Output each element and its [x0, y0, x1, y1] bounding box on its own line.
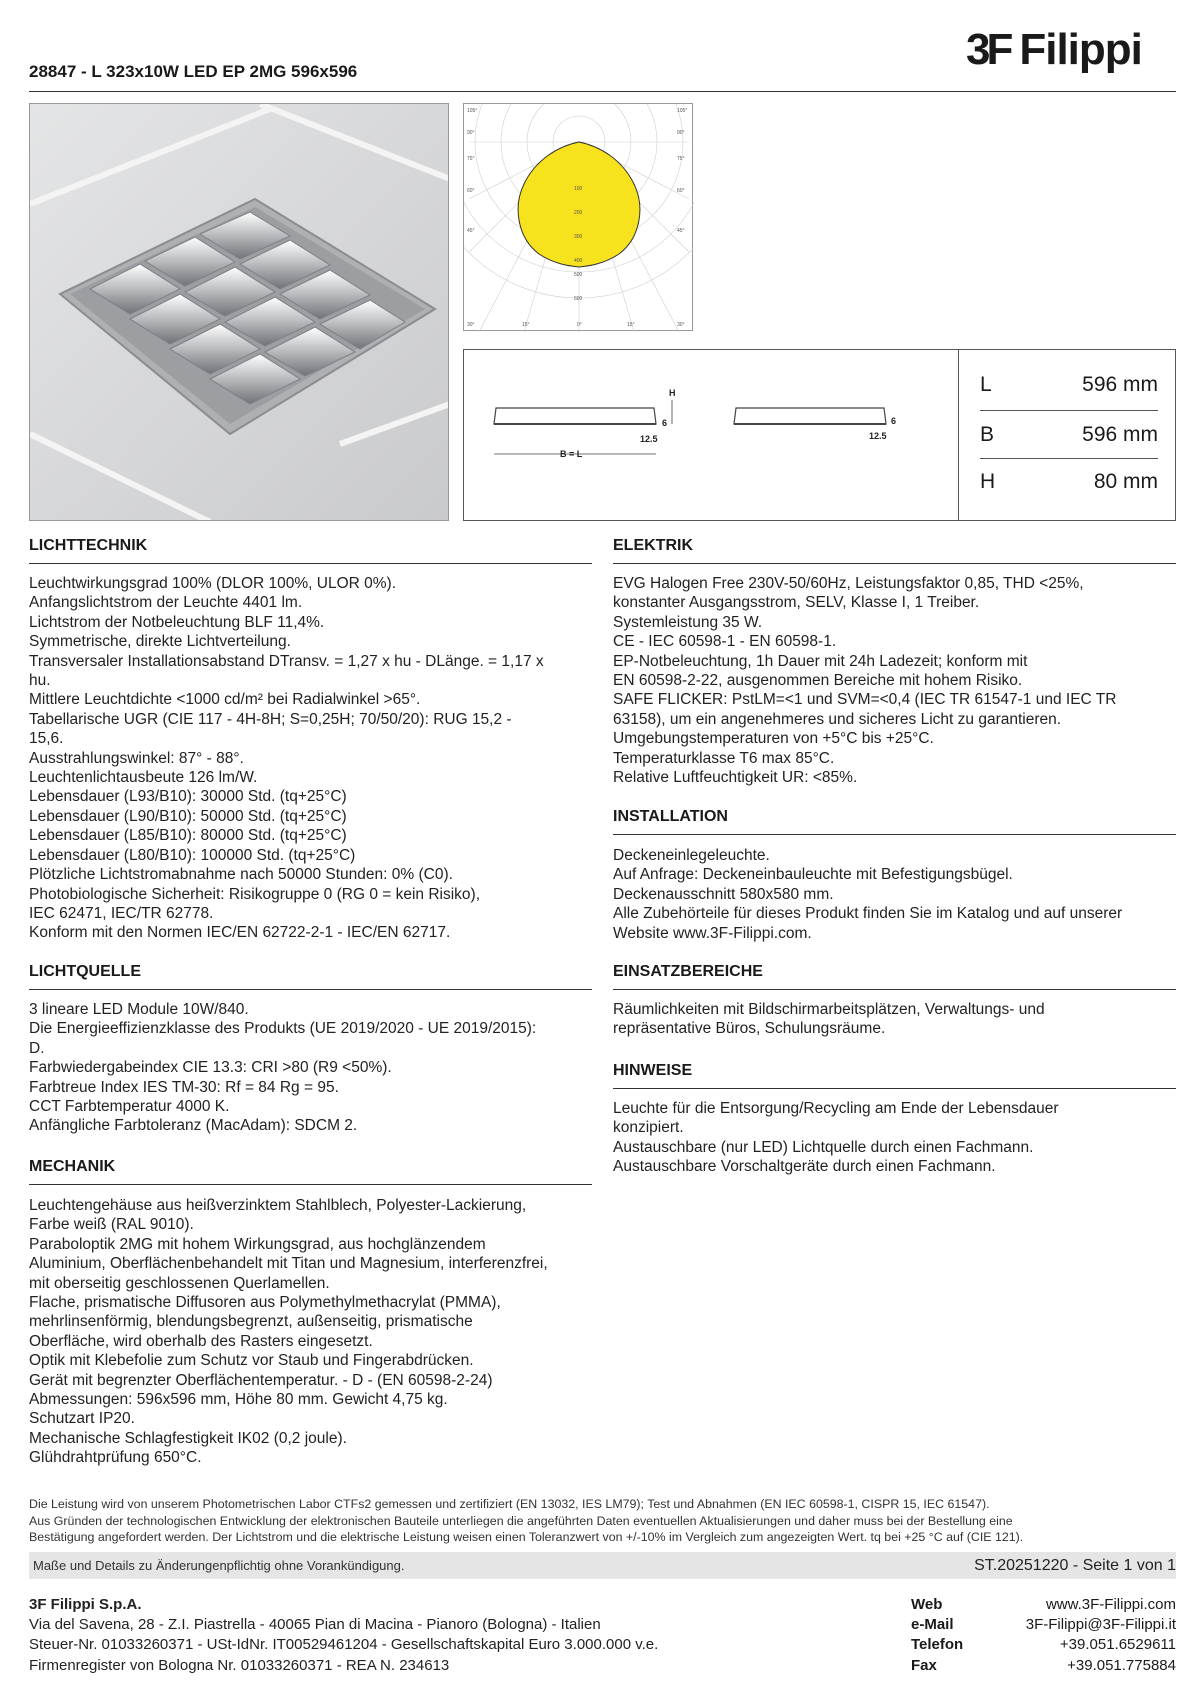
- dimensions-panel: [463, 349, 1176, 521]
- polar-angle-label: 105°: [677, 108, 688, 114]
- section-body-elektrik: EVG Halogen Free 230V-50/60Hz, Leistungsfaktor 0,85, THD <25%, konstanter Ausgangsstrom, SELV, Klasse I, 1 Treiber. Systemleistung 35 W. CE - IEC 60598-1 - EN 60598-1. EP-Notbeleuchtung, 1h Dauer mit 24h Ladezeit; konform mit EN 60598-2-22, ausgenommen Bereiche mit hohem Risiko. SAFE FLICKER: PstLM=<1 und SVM=<0,4 (IEC TR 61547-1 und IEC TR 63158), um ein angenehmeres und sicheres Licht zu garantieren. Umgebungstemperaturen von +5°C bis +25°C. Temperaturklasse T6 max 85°C. Relative Luftfeuchtigkeit UR: <85%.: [613, 575, 1117, 787]
- company-tax: Steuer-Nr. 01033260371 - USt-IdNr. IT00529461204 - Gesellschaftskapital Euro 3.000.000 v.e.: [29, 1636, 659, 1654]
- drawing-label-6: 6: [662, 418, 668, 428]
- section-title-hinweise: HINWEISE: [613, 1062, 693, 1079]
- section-body-lichttechnik: Leuchtwirkungsgrad 100% (DLOR 100%, ULOR 0%). Anfangslichtstrom der Leuchte 4401 lm. Lichtstrom der Notbeleuchtung BLF 11,4%. Symmetrische, direkte Lichtverteilung. Transversaler Installationsabstand DTransv. = 1,27 x hu - DLänge. = 1,17 x hu. Mittlere Leuchtdichte <1000 cd/m² bei Radialwinkel >65°. Tabellarische UGR (CIE 117 - 4H-8H; S=0,25H; 70/50/20): RUG 15,2 - 15,6. Ausstrahlungswinkel: 87° - 88°. Leuchtenlichtausbeute 126 lm/W. Lebensdauer (L93/B10): 30000 Std. (tq+25°C) Lebensdauer (L90/B10): 50000 Std. (tq+25°C) Lebensdauer (L85/B10): 80000 Std. (tq+25°C) Lebensdauer (L80/B10): 100000 Std. (tq+25°C) Plötzliche Lichtstromabnahme nach 50000 Stunden: 0% (C0). Photobiologische Sicherheit: Risikogruppe 0 (RG 0 = kein Risiko), IEC 62471, IEC/TR 62778. Konform mit den Normen IEC/EN 62722-2-1 - IEC/EN 62717.: [29, 575, 544, 942]
- polar-angle-label: 30°: [467, 322, 475, 328]
- contact-key: e-Mail: [911, 1616, 954, 1634]
- section-title-elektrik: ELEKTRIK: [613, 537, 693, 554]
- polar-angle-label: 45°: [467, 228, 475, 234]
- contact-row-web: [911, 1595, 1176, 1615]
- dimension-row-l: [980, 361, 1158, 408]
- company-name: 3F Filippi S.p.A.: [29, 1596, 142, 1613]
- polar-curve: [518, 142, 640, 267]
- section-divider: [29, 989, 592, 990]
- section-title-mechanik: MECHANIK: [29, 1158, 116, 1175]
- technical-drawing: [464, 350, 958, 522]
- section-body-lichtquelle: 3 lineare LED Module 10W/840. Die Energieeffizienzklasse des Produkts (UE 2019/2020 - UE 2019/2015): D. Farbwiedergabeindex CIE 13.3: CRI >80 (R9 <50%). Farbtreue Index IES TM-30: Rf = 84 Rg = 95. CCT Farbtemperatur 4000 K. Anfängliche Farbtoleranz (MacAdam): SDCM 2.: [29, 1001, 537, 1135]
- polar-angle-label: 60°: [677, 188, 685, 194]
- polar-angle-label: 45°: [677, 228, 685, 234]
- dimension-value: 596 mm: [1082, 372, 1158, 396]
- section-body-mechanik: Leuchtengehäuse aus heißverzinktem Stahlblech, Polyester-Lackierung, Farbe weiß (RAL 9010). Paraboloptik 2MG mit hohem Wirkungsgrad, aus hochglänzendem Aluminium, Oberflächenbehandelt mit Titan und Magnesium, interferenzfrei, mit oberseitig geschlossenen Querlamellen. Flache, prismatische Diffusoren aus Polymethylmethacrylat (PMMA), mehrlinsenförmig, blendungsbegrenzt, außenseitig, prismatische Oberfläche, wird oberhalb des Rasters eingesetzt. Optik mit Klebefolie zum Schutz vor Staub und Fingerabdrücken. Gerät mit begrenzter Oberflächentemperatur. - D - (EN 60598-2-24) Abmessungen: 596x596 mm, Höhe 80 mm. Gewicht 4,75 kg. Schutzart IP20. Mechanische Schlagfestigkeit IK02 (0,2 joule). Glühdrahtprüfung 650°C.: [29, 1197, 548, 1467]
- footnote: Die Leistung wird von unserem Photometrischen Labor CTFs2 gemessen und zertifiziert (EN 13032, IES LM79); Test und Abnahmen (EN IEC 60598-1, CISPR 15, IEC 61547). Aus Gründen der technologischen Entwicklung der elektronischen Bauteile unterliegen die angeführten Daten eventuellen Aktualisierungen und daher muss bei der Bestellung eine Bestätigung angefordert werden. Der Lichtstrom und die elektrische Leistung weisen einen Toleranzwert von +/-10% im Vergleich zum angezeigten Wert. tq bei +25 °C auf (CIE 121).: [29, 1497, 1024, 1544]
- polar-angle-label: 30°: [677, 322, 685, 328]
- polar-radial-label: 300: [574, 234, 583, 240]
- product-photo: [29, 103, 449, 521]
- company-info: [29, 1595, 658, 1676]
- section-title-einsatzbereiche: EINSATZBEREICHE: [613, 963, 763, 980]
- polar-radial-label: 400: [574, 258, 583, 264]
- drawing-label-h: H: [669, 388, 676, 398]
- header-divider: [29, 91, 1176, 92]
- polar-angle-label: 90°: [677, 130, 685, 136]
- section-title-installation: INSTALLATION: [613, 808, 728, 825]
- section-divider: [613, 563, 1176, 564]
- contact-info: [911, 1595, 1176, 1676]
- contact-key: Telefon: [911, 1636, 964, 1654]
- polar-angle-label: 105°: [467, 108, 478, 114]
- drawing-label-12-5: 12.5: [869, 431, 887, 441]
- polar-angle-label: 15°: [627, 322, 635, 328]
- dimension-value: 80 mm: [1093, 469, 1158, 493]
- polar-angle-label: 15°: [522, 322, 530, 328]
- dimension-label: B: [980, 422, 995, 446]
- contact-key: Fax: [911, 1656, 937, 1674]
- section-body-installation: Deckeneinlegeleuchte. Auf Anfrage: Deckeneinbauleuchte mit Befestigungsbügel. Deckenausschnitt 580x580 mm. Alle Zubehörteile für dieses Produkt finden Sie im Katalog und auf unserer Website www.3F-Filippi.com.: [613, 847, 1123, 942]
- contact-key: Web: [911, 1596, 943, 1613]
- polar-radial-label: 200: [574, 210, 583, 216]
- polar-angle-label: 60°: [467, 188, 475, 194]
- company-address: Via del Savena, 28 - Z.I. Piastrella - 40065 Pian di Macina - Pianoro (Bologna) - Italien: [29, 1616, 601, 1634]
- company-logo: [966, 26, 1176, 74]
- polar-light-distribution-diagram: [463, 103, 693, 331]
- section-divider: [29, 1184, 592, 1185]
- polar-radial-label: 600: [574, 296, 583, 302]
- web-link[interactable]: www.3F-Filippi.com: [1045, 1596, 1176, 1613]
- drawing-label-12-5: 12.5: [640, 434, 658, 444]
- section-title-lichttechnik: LICHTTECHNIK: [29, 537, 148, 554]
- dimension-row-b: [980, 411, 1158, 458]
- footer-bar: [29, 1552, 1176, 1579]
- section-divider: [613, 989, 1176, 990]
- dimensions-divider: [958, 350, 959, 520]
- logo-mark: 3F: [966, 25, 1010, 74]
- polar-radial-label: 500: [574, 272, 583, 278]
- logo-word: Filippi: [1019, 25, 1142, 74]
- footer-disclaimer: Maße und Details zu Änderungenpflichtig ohne Vorankündigung.: [33, 1558, 405, 1573]
- dimension-value: 596 mm: [1082, 422, 1158, 446]
- product-title: 28847 - L 323x10W LED EP 2MG 596x596: [29, 62, 358, 81]
- dimension-label: H: [980, 469, 996, 493]
- polar-radial-label: 100: [574, 186, 583, 192]
- dimension-label: L: [980, 372, 992, 396]
- contact-row-email: [911, 1615, 1176, 1635]
- polar-angle-label: 75°: [677, 156, 685, 162]
- polar-angle-label: 90°: [467, 130, 475, 136]
- polar-angle-label: 0°: [577, 322, 582, 328]
- section-divider: [613, 834, 1176, 835]
- section-divider: [613, 1088, 1176, 1089]
- email-link[interactable]: 3F-Filippi@3F-Filippi.it: [1025, 1616, 1176, 1634]
- polar-angle-label: 75°: [467, 156, 475, 162]
- contact-row-phone: [911, 1635, 1176, 1655]
- contact-row-fax: [911, 1656, 1176, 1676]
- company-register: Firmenregister von Bologna Nr. 01033260371 - REA N. 234613: [29, 1656, 450, 1674]
- section-divider: [29, 563, 592, 564]
- section-body-hinweise: Leuchte für die Entsorgung/Recycling am Ende der Lebensdauer konzipiert. Austauschbare (nur LED) Lichtquelle durch einen Fachmann. Austauschbare Vorschaltgeräte durch einen Fachmann.: [613, 1100, 1059, 1176]
- document-reference: ST.20251220 - Seite 1 von 1: [974, 1556, 1176, 1574]
- phone-number: +39.051.6529611: [1059, 1636, 1176, 1654]
- fax-number: +39.051.775884: [1067, 1656, 1176, 1674]
- dimension-row-h: [980, 458, 1158, 505]
- section-body-einsatzbereiche: Räumlichkeiten mit Bildschirmarbeitsplätzen, Verwaltungs- und repräsentative Büros, Schulungsräume.: [613, 1001, 1045, 1038]
- drawing-label-6: 6: [891, 416, 897, 426]
- section-title-lichtquelle: LICHTQUELLE: [29, 963, 141, 980]
- drawing-label-b-l: B = L: [560, 449, 583, 459]
